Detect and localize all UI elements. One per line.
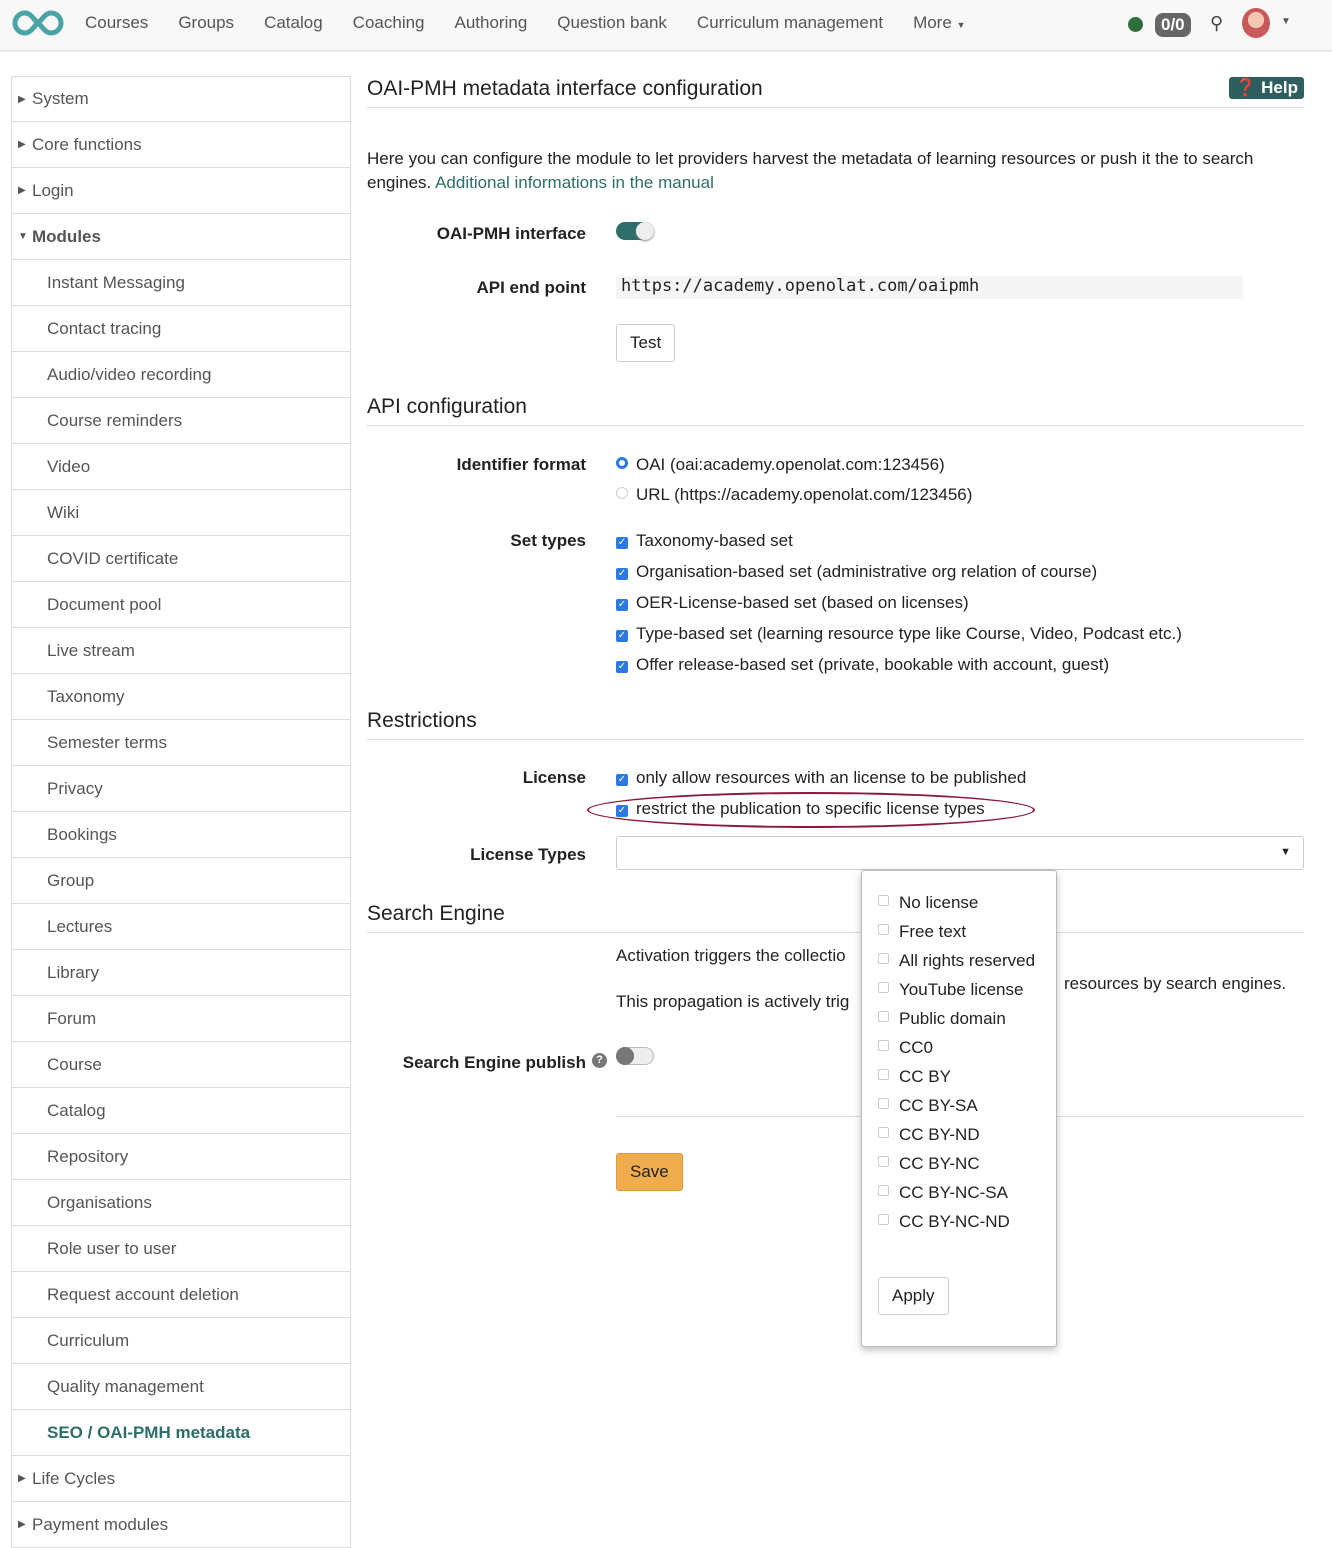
page-title: OAI-PMH metadata interface configuration <box>367 77 1304 108</box>
set-type-checkbox[interactable] <box>616 655 1109 675</box>
caret-down-icon: ▼ <box>956 20 966 30</box>
caret-right-icon: ▶ <box>18 139 26 150</box>
oai-interface-toggle[interactable] <box>616 222 654 240</box>
nav-curriculum-management[interactable]: Curriculum management <box>696 13 884 32</box>
set-type-checkbox[interactable] <box>616 531 793 551</box>
sidebar-item-label: Quality management <box>47 1376 204 1396</box>
search-publish-label: Search Engine publish <box>402 1053 586 1072</box>
license-option[interactable] <box>878 1067 951 1087</box>
sidebar-item-wiki[interactable] <box>11 490 351 536</box>
sidebar-item-label: Modules <box>32 226 101 246</box>
checkbox-label: Organisation-based set (administrative org relation of course) <box>636 562 1098 581</box>
checkbox-checked-icon: ✓ <box>617 661 627 672</box>
sidebar-item-bookings[interactable] <box>11 812 351 858</box>
sidebar-item-label: Curriculum <box>47 1330 130 1350</box>
sidebar-item-login[interactable] <box>11 168 351 214</box>
license-types-dropdown <box>861 870 1057 1347</box>
checkbox-icon <box>878 1040 889 1051</box>
sidebar-item-video[interactable] <box>11 444 351 490</box>
sidebar-item-semester-terms[interactable] <box>11 720 351 766</box>
sidebar-item-payment-modules[interactable] <box>11 1502 351 1548</box>
license-option[interactable] <box>878 893 978 913</box>
sidebar-item-label: Instant Messaging <box>47 272 185 292</box>
save-button[interactable]: Save <box>616 1153 683 1191</box>
sidebar-item-curriculum[interactable] <box>11 1318 351 1364</box>
help-button[interactable]: ❓ Help <box>1229 77 1304 99</box>
set-type-checkbox[interactable] <box>616 593 969 613</box>
sidebar-item-repository[interactable] <box>11 1134 351 1180</box>
sidebar-item-label: Privacy <box>47 778 103 798</box>
license-option[interactable] <box>878 951 1035 971</box>
sidebar-item-document-pool[interactable] <box>11 582 351 628</box>
checkbox-label: Taxonomy-based set <box>636 531 793 550</box>
checkbox-label: OER-License-based set (based on licenses) <box>636 593 969 612</box>
sidebar-item-role-user-to-user[interactable] <box>11 1226 351 1272</box>
nav-groups[interactable]: Groups <box>178 13 235 32</box>
apply-button[interactable]: Apply <box>878 1277 949 1315</box>
restrictions-heading: Restrictions <box>367 709 1304 740</box>
sidebar-item-label: Lectures <box>47 916 113 936</box>
checkbox-checked-icon: ✓ <box>617 630 627 641</box>
sidebar-item-label: Login <box>32 180 74 200</box>
sidebar-item-label: Wiki <box>47 502 80 522</box>
license-option[interactable] <box>878 922 966 942</box>
chevron-down-icon[interactable]: ▼ <box>1281 16 1291 27</box>
sidebar <box>11 76 351 1548</box>
nav-authoring[interactable]: Authoring <box>454 13 528 32</box>
option-label: CC BY-NC <box>899 1154 980 1173</box>
search-icon[interactable]: ⚲ <box>1210 13 1224 33</box>
license-option[interactable] <box>878 1038 933 1058</box>
caret-right-icon: ▶ <box>18 93 26 105</box>
caret-down-icon: ▼ <box>18 231 28 242</box>
checkbox-icon <box>878 1156 889 1167</box>
manual-link[interactable]: Additional informations in the manual <box>435 173 714 192</box>
checkbox-label: Type-based set (learning resource type like Course, Video, Podcast etc.) <box>636 624 1182 643</box>
test-button[interactable]: Test <box>616 324 675 362</box>
api-config-heading: API configuration <box>367 395 1304 426</box>
option-label: CC BY <box>899 1067 951 1086</box>
checkbox-icon <box>878 982 889 993</box>
intro: Here you can configure the module to let providers harvest the metadata of learning resources or push it the to search engines. <box>367 149 1254 192</box>
sidebar-item-taxonomy[interactable] <box>11 674 351 720</box>
nav-coaching[interactable]: Coaching <box>352 13 425 32</box>
caret-right-icon: ▶ <box>18 1519 26 1530</box>
sidebar-item-covid-certificate[interactable] <box>11 536 351 582</box>
sidebar-item-catalog[interactable] <box>11 1088 351 1134</box>
endpoint-value: https://academy.openolat.com/oaipmh <box>616 276 1243 299</box>
sidebar-item-label: Catalog <box>47 1100 106 1120</box>
checkbox-icon <box>878 1214 889 1225</box>
option-label: CC BY-SA <box>899 1096 978 1115</box>
nav-catalog[interactable]: Catalog <box>264 13 323 32</box>
checkbox-icon <box>878 924 889 935</box>
checkbox-icon <box>878 1011 889 1022</box>
checkbox-label: only allow resources with an license to be published <box>636 768 1027 787</box>
license-option[interactable] <box>878 1009 1006 1029</box>
sidebar-item-seo-oai-pmh-metadata[interactable] <box>11 1410 351 1456</box>
sidebar-item-label: Core functions <box>32 134 142 154</box>
sidebar-item-label: Video <box>47 456 91 476</box>
sidebar-item-group[interactable] <box>11 858 351 904</box>
endpoint-label: API end point <box>476 278 586 297</box>
identifier-label: Identifier format <box>456 455 586 474</box>
checkbox-icon <box>878 1127 889 1138</box>
option-label: CC BY-NC-SA <box>899 1183 1008 1202</box>
interface-label: OAI-PMH interface <box>436 224 586 243</box>
online-status-icon[interactable] <box>1128 17 1143 32</box>
license-types-select[interactable] <box>616 836 1304 870</box>
sidebar-item-label: Course <box>47 1054 102 1074</box>
checkbox-icon <box>878 953 889 964</box>
license-restrict-checkbox[interactable]: ✓ restrict the publication to specific license types <box>617 799 985 818</box>
license-types-label: License Types <box>470 845 586 864</box>
intro-text <box>367 147 1304 195</box>
sidebar-item-label: Bookings <box>47 824 117 844</box>
sidebar-item-library[interactable] <box>11 950 351 996</box>
sidebar-item-label: Live stream <box>47 640 135 660</box>
checkbox-icon <box>878 1069 889 1080</box>
sidebar-item-label: System <box>32 89 89 108</box>
sidebar-item-instant-messaging[interactable] <box>11 260 351 306</box>
sidebar-item-course[interactable] <box>11 1042 351 1088</box>
nav-more[interactable]: More ▼ <box>913 13 966 32</box>
sidebar-item-label: Taxonomy <box>47 686 125 706</box>
identifier-url-radio[interactable] <box>616 485 972 505</box>
sidebar-item-course-reminders[interactable] <box>11 398 351 444</box>
search-engine-heading: Search Engine <box>367 902 1304 933</box>
option-label: CC0 <box>899 1038 934 1057</box>
caret-right-icon: ▶ <box>18 185 26 196</box>
sidebar-item-modules[interactable] <box>11 214 351 260</box>
avatar[interactable] <box>1242 8 1270 38</box>
sidebar-item-label: Repository <box>47 1146 129 1166</box>
license-option[interactable] <box>878 980 1023 1000</box>
checkbox-label: restrict the publication to specific license types <box>636 799 985 818</box>
radio-label: URL (https://academy.openolat.com/123456) <box>636 485 973 504</box>
option-label: CC BY-NC-ND <box>899 1212 1010 1231</box>
top-nav <box>0 0 1332 52</box>
set-type-checkbox[interactable] <box>616 624 1182 644</box>
license-label: License <box>522 768 586 787</box>
checkbox-checked-icon: ✓ <box>617 568 627 579</box>
sidebar-item-forum[interactable] <box>11 996 351 1042</box>
license-option[interactable] <box>878 1125 980 1145</box>
nav-question-bank[interactable]: Question bank <box>557 13 667 32</box>
nav-courses[interactable]: Courses <box>85 13 149 32</box>
checkbox-icon <box>878 895 889 906</box>
openolat-logo[interactable] <box>12 10 64 36</box>
sidebar-item-core-functions[interactable] <box>11 122 351 168</box>
sidebar-item-label: Course reminders <box>47 410 183 430</box>
sidebar-item-life-cycles[interactable] <box>11 1456 351 1502</box>
search-publish-toggle[interactable] <box>616 1047 654 1065</box>
sidebar-item-label: Organisations <box>47 1192 152 1212</box>
sidebar-item-label: Group <box>47 870 95 890</box>
sidebar-item-contact-tracing[interactable] <box>11 306 351 352</box>
license-option[interactable] <box>878 1096 978 1116</box>
sidebar-item-label: Payment modules <box>32 1514 169 1534</box>
option-label: No license <box>899 893 979 912</box>
sidebar-item-lectures[interactable] <box>11 904 351 950</box>
highlight-ellipse <box>587 792 1035 828</box>
identifier-oai-radio[interactable] <box>616 455 945 475</box>
search-text-1b: resources by search engines. <box>1064 974 1287 993</box>
option-label: Free text <box>899 922 967 941</box>
sidebar-item-label: SEO / OAI-PMH metadata <box>47 1422 251 1442</box>
license-only-checkbox[interactable]: ✓ only allow resources with an license to be published <box>617 768 1027 787</box>
sidebar-item-label: Contact tracing <box>47 318 162 338</box>
sidebar-item-label: Request account deletion <box>47 1284 239 1304</box>
sidebar-item-label: Document pool <box>47 594 162 614</box>
sidebar-item-label: Forum <box>47 1008 97 1028</box>
option-label: CC BY-ND <box>899 1125 980 1144</box>
sidebar-item-privacy[interactable] <box>11 766 351 812</box>
notifications-badge[interactable]: 0/0 <box>1155 13 1191 37</box>
caret-right-icon: ▶ <box>18 1473 26 1484</box>
sidebar-item-live-stream[interactable] <box>11 628 351 674</box>
radio-label: OAI (oai:academy.openolat.com:123456) <box>636 455 945 474</box>
checkbox-label: Offer release-based set (private, bookable with account, guest) <box>636 655 1110 674</box>
search-text-2: This propagation is actively trig <box>616 992 850 1011</box>
sidebar-item-label: Library <box>47 962 99 982</box>
sidebar-item-audio-video-recording[interactable] <box>11 352 351 398</box>
set-type-checkbox[interactable] <box>616 562 1097 582</box>
sidebar-item-organisations[interactable] <box>11 1180 351 1226</box>
chevron-down-icon: ▼ <box>1280 846 1291 858</box>
sidebar-item-system[interactable] <box>11 76 351 122</box>
sidebar-item-label: Semester terms <box>47 732 167 752</box>
sidebar-item-label: Life Cycles <box>32 1468 116 1488</box>
set-types-label: Set types <box>510 531 586 550</box>
checkbox-checked-icon: ✓ <box>617 537 627 548</box>
sidebar-item-quality-management[interactable] <box>11 1364 351 1410</box>
help-label: Help <box>1261 78 1298 97</box>
checkbox-icon <box>878 1098 889 1109</box>
option-label: All rights reserved <box>899 951 1036 970</box>
sidebar-item-label: Audio/video recording <box>47 364 212 384</box>
search-text-1: Activation triggers the collectio <box>616 946 846 965</box>
license-option[interactable] <box>878 1183 1008 1203</box>
checkbox-icon <box>878 1185 889 1196</box>
sidebar-item-label: COVID certificate <box>47 548 179 568</box>
sidebar-item-request-account-deletion[interactable] <box>11 1272 351 1318</box>
help-icon[interactable]: ? <box>592 1053 607 1068</box>
option-label: YouTube license <box>899 980 1024 999</box>
license-option[interactable] <box>878 1212 1010 1232</box>
checkbox-checked-icon: ✓ <box>617 599 627 610</box>
license-option[interactable] <box>878 1154 980 1174</box>
option-label: Public domain <box>899 1009 1006 1028</box>
sidebar-item-label: Role user to user <box>47 1238 177 1258</box>
